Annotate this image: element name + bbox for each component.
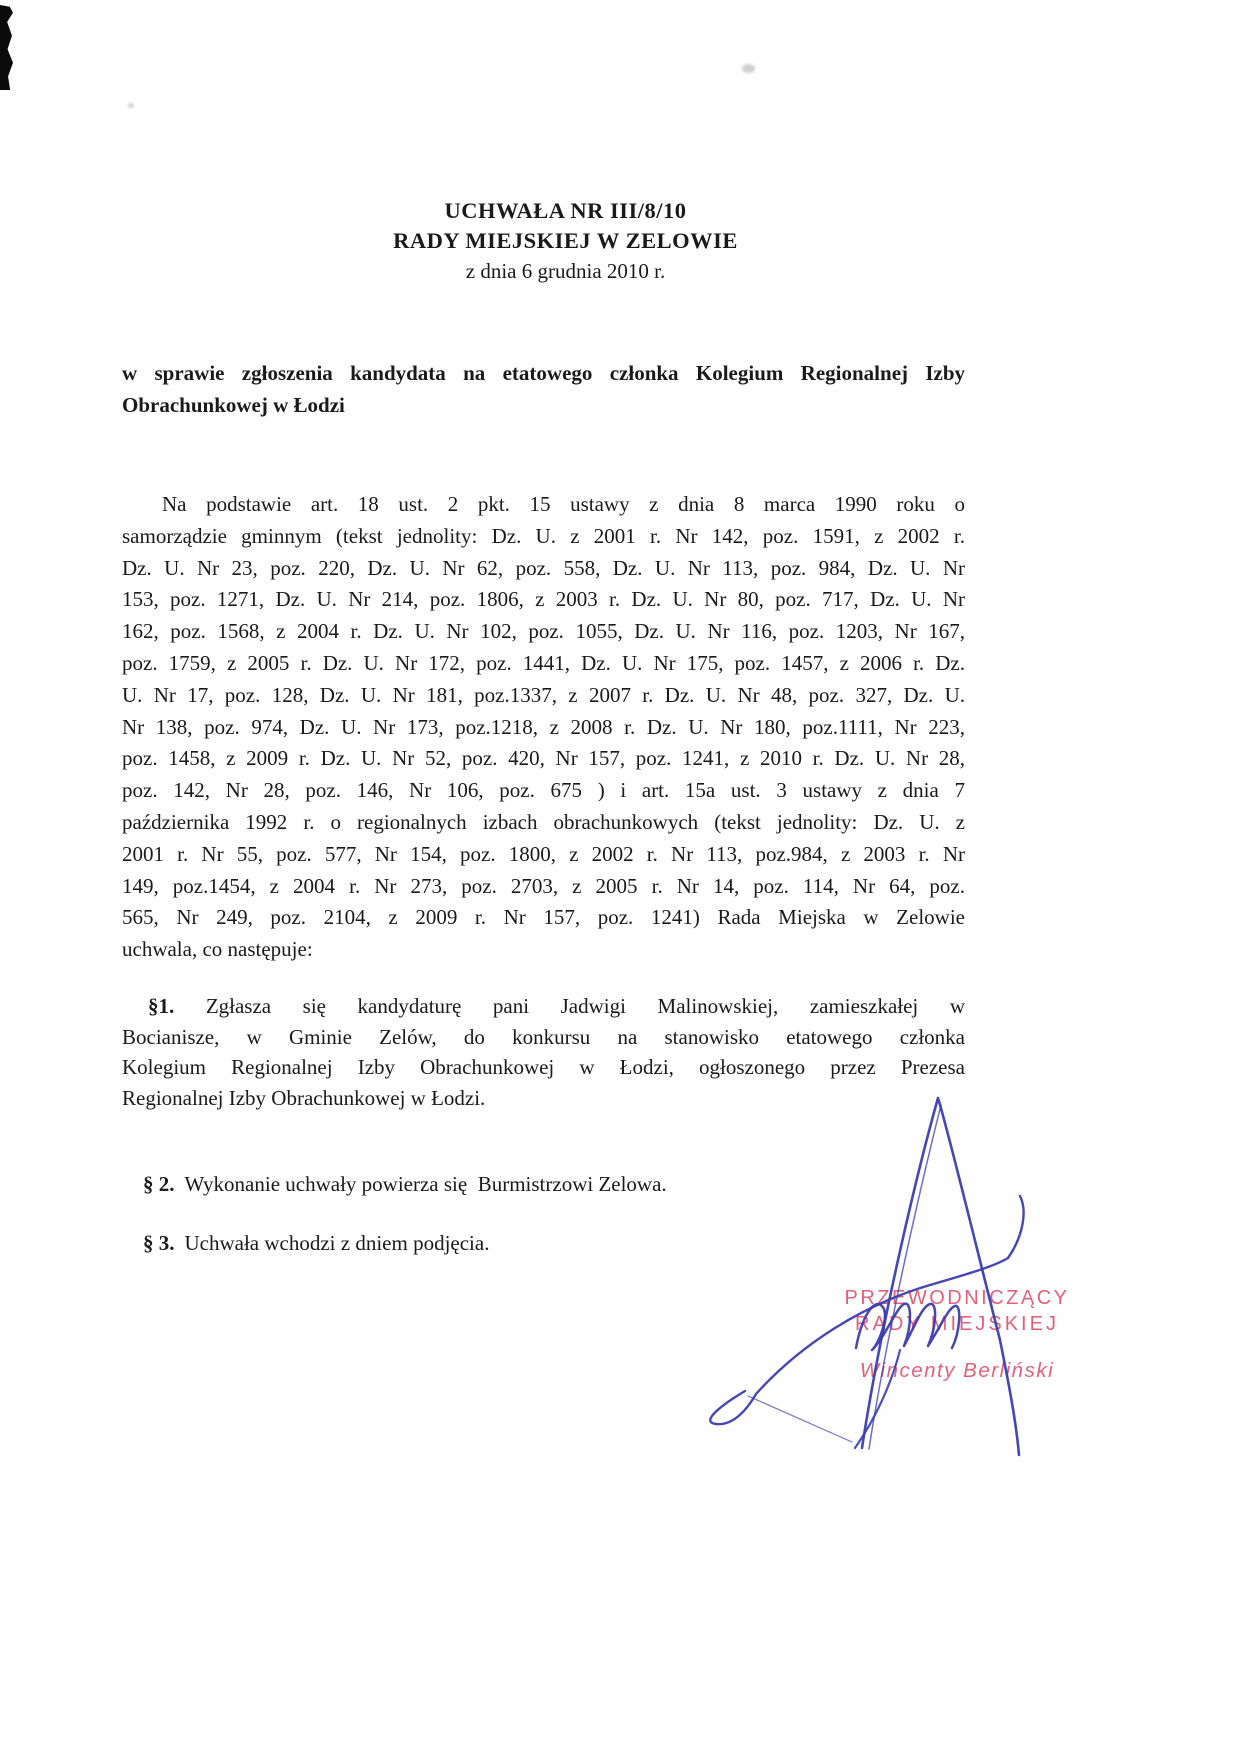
text-line: Dz. U. Nr 23, poz. 220, Dz. U. Nr 62, poz. 558, Dz. U. Nr 113, poz. 984, Dz. U. Nr bbox=[122, 555, 965, 580]
text-line: Obrachunkowej w Łodzi bbox=[122, 393, 345, 417]
stamp-title-line1: PRZEWODNICZĄCY bbox=[844, 1287, 1070, 1309]
text-line: października 1992 r. o regionalnych izbach obrachunkowych (tekst jednolity: Dz. U. z bbox=[122, 809, 965, 834]
stamp-title-line2: RADY MIEJSKIEJ bbox=[855, 1313, 1059, 1335]
text-line: Regionalnej Izby Obrachunkowej w Łodzi. bbox=[122, 1085, 486, 1110]
paragraph-2-marker: § 2. bbox=[143, 1172, 175, 1196]
paragraph-2-text: Wykonanie uchwały powierza się Burmistrzowi Zelowa. bbox=[184, 1172, 667, 1196]
text-line: samorządzie gminnym (tekst jednolity: Dz. U. z 2001 r. Nr 142, poz. 1591, z 2002 r. bbox=[122, 523, 965, 548]
text-line: uchwala, co następuje: bbox=[122, 937, 313, 962]
text-line: Nr 138, poz. 974, Dz. U. Nr 173, poz.1218, z 2008 r. Dz. U. Nr 180, poz.1111, Nr 223, bbox=[122, 714, 965, 739]
text-line: 162, poz. 1568, z 2004 r. Dz. U. Nr 102, poz. 1055, Dz. U. Nr 116, poz. 1203, Nr 167, bbox=[122, 619, 965, 644]
text-line: 149, poz.1454, z 2004 r. Nr 273, poz. 2703, z 2005 r. Nr 14, poz. 114, Nr 64, poz. bbox=[122, 873, 965, 898]
document-title-block bbox=[122, 196, 965, 286]
text-line: poz. 1458, z 2009 r. Dz. U. Nr 52, poz. 420, Nr 157, poz. 1241, z 2010 r. Dz. U. Nr 28, bbox=[122, 746, 965, 771]
text-line: poz. 142, Nr 28, poz. 146, Nr 106, poz. 675 ) i art. 15a ust. 3 ustawy z dnia 7 bbox=[122, 778, 965, 803]
text-line: 2001 r. Nr 55, poz. 577, Nr 154, poz. 1800, z 2002 r. Nr 113, poz.984, z 2003 r. Nr bbox=[122, 841, 965, 866]
text-line: Bocianisze, w Gminie Zelów, do konkursu na stanowisko etatowego członka bbox=[122, 1024, 965, 1049]
scan-smudge bbox=[742, 64, 755, 73]
text-line: poz. 1759, z 2005 r. Dz. U. Nr 172, poz. 1441, Dz. U. Nr 175, poz. 1457, z 2006 r. Dz. bbox=[122, 650, 965, 675]
text-line: U. Nr 17, poz. 128, Dz. U. Nr 181, poz.1337, z 2007 r. Dz. U. Nr 48, poz. 327, Dz. U. bbox=[122, 682, 965, 707]
paragraph-1-first-line bbox=[122, 991, 965, 1022]
paragraph-3-marker: § 3. bbox=[143, 1231, 175, 1255]
title-resolution-number: UCHWAŁA NR III/8/10 bbox=[444, 198, 687, 223]
paragraph-3-text: Uchwała wchodzi z dniem podjęcia. bbox=[184, 1231, 490, 1255]
text-line: Kolegium Regionalnej Izby Obrachunkowej w Łodzi, ogłoszonego przez Prezesa bbox=[122, 1055, 965, 1080]
scan-smudge bbox=[128, 103, 134, 108]
title-date: z dnia 6 grudnia 2010 r. bbox=[465, 259, 666, 283]
paragraph-1-marker: §1. bbox=[148, 994, 175, 1018]
document-subject bbox=[122, 357, 965, 421]
paragraph-1-text: Zgłasza się kandydaturę pani Jadwigi Malinowskiej, zamieszkałej w bbox=[205, 994, 965, 1018]
scan-edge-artifact bbox=[0, 5, 13, 90]
text-line: 153, poz. 1271, Dz. U. Nr 214, poz. 1806, z 2003 r. Dz. U. Nr 80, poz. 717, Dz. U. Nr bbox=[122, 587, 965, 612]
text-line: 565, Nr 249, poz. 2104, z 2009 r. Nr 157, poz. 1241) Rada Miejska w Zelowie bbox=[122, 905, 965, 930]
title-council-name: RADY MIEJSKIEJ W ZELOWIE bbox=[393, 228, 738, 253]
handwritten-signature bbox=[660, 1070, 1080, 1470]
text-line: Na podstawie art. 18 ust. 2 pkt. 15 ustawy z dnia 8 marca 1990 roku o bbox=[162, 492, 965, 516]
text-line: w sprawie zgłoszenia kandydata na etatowego członka Kolegium Regionalnej Izby bbox=[122, 361, 965, 385]
stamp-chairman-name: Wincenty Berliński bbox=[859, 1359, 1055, 1382]
legal-basis-paragraph bbox=[122, 489, 965, 966]
